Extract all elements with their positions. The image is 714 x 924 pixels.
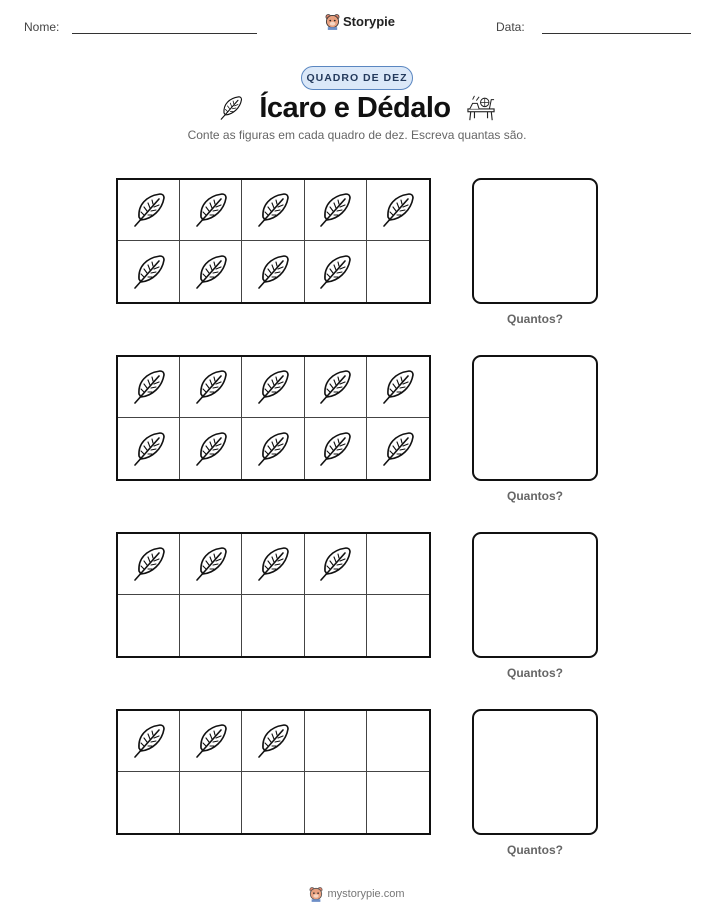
- ten-frame-cell: [180, 418, 242, 479]
- title-row: [0, 88, 714, 128]
- answer-box[interactable]: [472, 355, 598, 481]
- feather-icon: [378, 367, 418, 407]
- brand-logo: [325, 13, 395, 30]
- footer-url: mystorypie.com: [327, 888, 405, 900]
- feather-icon: [253, 190, 293, 230]
- feather-icon: [217, 94, 245, 122]
- ten-frame-cell: [118, 241, 180, 302]
- ten-frame-cell: [367, 418, 429, 479]
- ten-frame-cell: [118, 711, 180, 772]
- ten-frame: [116, 178, 431, 304]
- feather-icon: [129, 544, 169, 584]
- ten-frame-cell: [180, 241, 242, 302]
- ten-frame-cell: [180, 534, 242, 595]
- feather-icon: [253, 544, 293, 584]
- ten-frame-cell: [180, 711, 242, 772]
- ten-frame-cell: [242, 711, 304, 772]
- ten-frame-cell: [305, 357, 367, 418]
- page-title: Ícaro e Dédalo: [259, 91, 451, 124]
- bear-logo-icon: [309, 886, 323, 902]
- ten-frame-cell: [367, 241, 429, 302]
- feather-icon: [315, 252, 355, 292]
- ten-frame-cell: [367, 711, 429, 772]
- ten-frame-cell: [305, 711, 367, 772]
- feather-icon: [191, 252, 231, 292]
- answer-label: Quantos?: [507, 666, 563, 680]
- ten-frame-cell: [305, 418, 367, 479]
- ten-frame-cell: [305, 595, 367, 656]
- instructions: Conte as figuras em cada quadro de dez. Escreva quantas são.: [187, 128, 527, 142]
- ten-frame-cell: [242, 357, 304, 418]
- ten-frame-cell: [180, 357, 242, 418]
- feather-icon: [191, 544, 231, 584]
- ten-frame: [116, 709, 431, 835]
- feather-icon: [191, 721, 231, 761]
- ten-frame-cell: [118, 534, 180, 595]
- date-line[interactable]: [542, 33, 691, 34]
- workbench-icon: [465, 94, 497, 122]
- ten-frame-cell: [305, 772, 367, 833]
- ten-frame-cell: [242, 241, 304, 302]
- feather-icon: [378, 190, 418, 230]
- feather-icon: [315, 544, 355, 584]
- ten-frame-cell: [305, 534, 367, 595]
- feather-icon: [129, 252, 169, 292]
- ten-frame-cell: [242, 534, 304, 595]
- ten-frame-cell: [242, 772, 304, 833]
- answer-box[interactable]: [472, 532, 598, 658]
- feather-icon: [253, 367, 293, 407]
- ten-frame-cell: [118, 180, 180, 241]
- feather-icon: [129, 429, 169, 469]
- answer-label: Quantos?: [507, 489, 563, 503]
- ten-frame-cell: [180, 772, 242, 833]
- ten-frame-cell: [118, 357, 180, 418]
- feather-icon: [129, 190, 169, 230]
- ten-frame-cell: [118, 418, 180, 479]
- feather-icon: [191, 429, 231, 469]
- feather-icon: [315, 190, 355, 230]
- ten-frame: [116, 532, 431, 658]
- name-line[interactable]: [72, 33, 257, 34]
- ten-frame-cell: [118, 772, 180, 833]
- ten-frame-cell: [367, 534, 429, 595]
- ten-frame-cell: [305, 241, 367, 302]
- feather-icon: [253, 252, 293, 292]
- feather-icon: [191, 367, 231, 407]
- brand-name: Storypie: [343, 14, 396, 29]
- answer-label: Quantos?: [507, 843, 563, 857]
- feather-icon: [253, 721, 293, 761]
- ten-frame-cell: [242, 418, 304, 479]
- ten-frame: [116, 355, 431, 481]
- footer: [0, 886, 714, 902]
- ten-frame-cell: [367, 595, 429, 656]
- feather-icon: [129, 367, 169, 407]
- ten-frame-cell: [367, 772, 429, 833]
- feather-icon: [315, 429, 355, 469]
- feather-icon: [253, 429, 293, 469]
- ten-frame-cell: [180, 595, 242, 656]
- feather-icon: [191, 190, 231, 230]
- ten-frame-cell: [305, 180, 367, 241]
- answer-box[interactable]: [472, 178, 598, 304]
- ten-frame-cell: [367, 180, 429, 241]
- ten-frame-cell: [180, 180, 242, 241]
- feather-icon: [378, 429, 418, 469]
- ten-frame-cell: [242, 180, 304, 241]
- feather-icon: [315, 367, 355, 407]
- name-label: Nome:: [24, 20, 60, 34]
- ten-frame-cell: [367, 357, 429, 418]
- worksheet-type-badge: QUADRO DE DEZ: [301, 66, 413, 90]
- bear-logo-icon: [325, 13, 340, 30]
- date-label: Data:: [496, 20, 525, 34]
- feather-icon: [129, 721, 169, 761]
- answer-box[interactable]: [472, 709, 598, 835]
- ten-frame-cell: [242, 595, 304, 656]
- answer-label: Quantos?: [507, 312, 563, 326]
- ten-frame-cell: [118, 595, 180, 656]
